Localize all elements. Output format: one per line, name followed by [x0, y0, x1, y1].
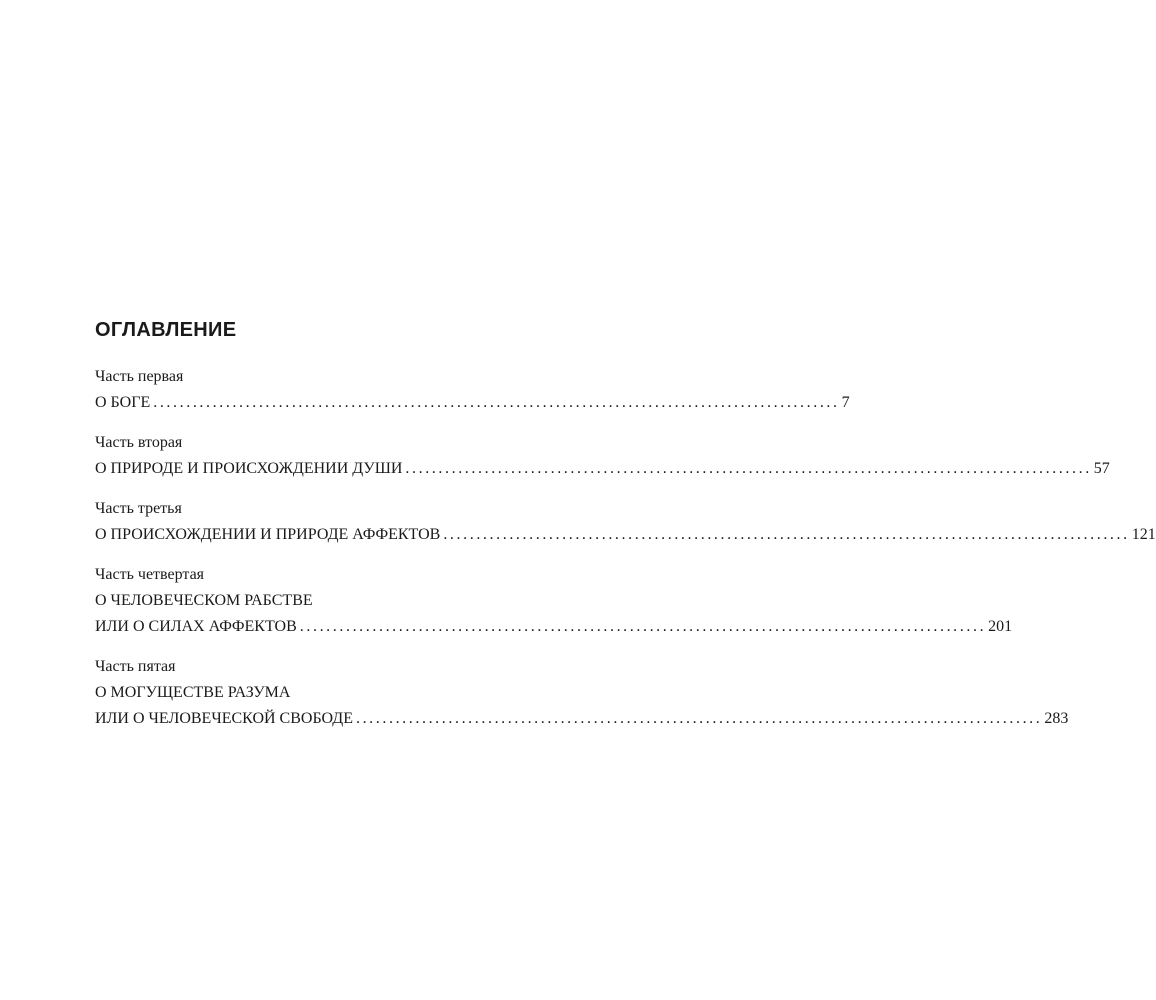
toc-part-1: [95, 364, 850, 416]
dot-leader: ........................................................................................................: [405, 460, 1092, 477]
toc-title: ОГЛАВЛЕНИЕ: [95, 319, 237, 341]
page-number: 201: [988, 618, 1013, 635]
toc-entry[interactable]: [95, 706, 1069, 732]
entry-title: О БОГЕ: [95, 394, 151, 411]
dot-leader: ........................................................................................................: [443, 526, 1130, 543]
toc-part-3: [95, 496, 1156, 548]
part-label: Часть первая: [95, 368, 184, 385]
dot-leader: ........................................................................................................: [299, 618, 987, 635]
part-label: Часть третья: [95, 500, 182, 517]
page-number: 7: [841, 394, 850, 411]
part-label: Часть вторая: [95, 434, 183, 451]
toc-part-4: [95, 562, 1013, 640]
toc-part-2: [95, 430, 1110, 482]
part-label: Часть четвертая: [95, 566, 205, 583]
page-number: 57: [1093, 460, 1110, 477]
toc-entry[interactable]: [95, 522, 1156, 548]
entry-title-line: О ЧЕЛОВЕЧЕСКОМ РАБСТВЕ: [95, 592, 313, 609]
entry-title: О ПРОИСХОЖДЕНИИ И ПРИРОДЕ АФФЕКТОВ: [95, 526, 441, 543]
toc-entry[interactable]: [95, 390, 850, 416]
entry-title: ИЛИ О ЧЕЛОВЕЧЕСКОЙ СВОБОДЕ: [95, 710, 353, 727]
page-number: 283: [1044, 710, 1069, 727]
toc-entry[interactable]: [95, 456, 1110, 482]
entry-title: О ПРИРОДЕ И ПРОИСХОЖДЕНИИ ДУШИ: [95, 460, 403, 477]
toc-entry[interactable]: [95, 614, 1013, 640]
page-number: 121: [1131, 526, 1156, 543]
toc-part-5: [95, 654, 1069, 732]
entry-title: ИЛИ О СИЛАХ АФФЕКТОВ: [95, 618, 297, 635]
part-label: Часть пятая: [95, 658, 176, 675]
dot-leader: ........................................................................................................: [153, 394, 840, 411]
dot-leader: ........................................................................................................: [355, 710, 1043, 727]
entry-title-line: О МОГУЩЕСТВЕ РАЗУМА: [95, 684, 291, 701]
table-of-contents: [95, 318, 1156, 746]
